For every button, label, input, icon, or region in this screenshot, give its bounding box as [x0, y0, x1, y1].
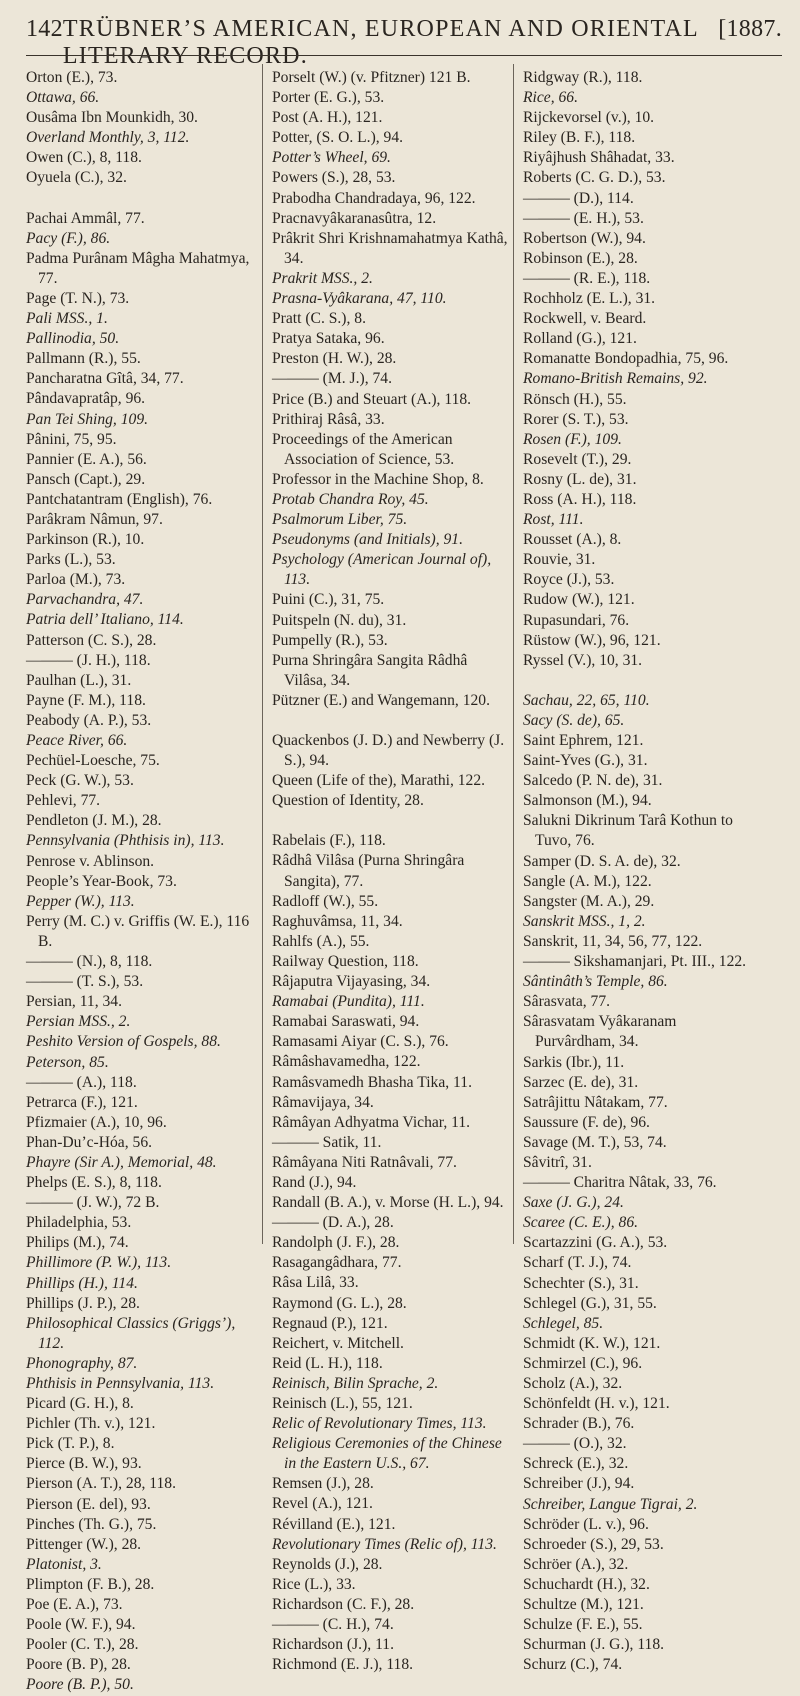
index-entry: ——— (D.), 114.: [523, 189, 634, 207]
index-entry: Puitspeln (N. du), 31.: [272, 611, 407, 629]
index-entry: Schlegel (G.), 31, 55.: [523, 1294, 657, 1312]
index-entry: Ramabai Saraswati, 94.: [272, 1013, 420, 1031]
index-entry: Prabodha Chandradaya, 96, 122.: [272, 189, 476, 207]
index-entry: Oyuela (C.), 32.: [26, 169, 127, 187]
index-entry: ——— (A.), 118.: [26, 1073, 137, 1091]
index-entry: Pierson (A. T.), 28, 118.: [26, 1475, 177, 1493]
index-entry: Rockwell, v. Beard.: [523, 310, 647, 328]
index-entry: Saint Ephrem, 121.: [523, 732, 644, 749]
index-entry: Rousset (A.), 8.: [523, 531, 622, 549]
index-entry: Randall (B. A.), v. Morse (H. L.), 94.: [272, 1194, 504, 1212]
index-entry: Rahlfs (A.), 55.: [272, 932, 370, 950]
index-entry: Révilland (E.), 121.: [272, 1515, 396, 1533]
index-entry: Schmidt (K. W.), 121.: [523, 1334, 661, 1352]
index-entry: Professor in the Machine Shop, 8.: [272, 470, 484, 488]
page-header: [26, 16, 782, 69]
index-entry: Protab Chandra Roy, 45.: [272, 490, 429, 508]
index-entry: Ramabai (Pundita), 111.: [272, 993, 425, 1011]
index-entry: Riyâjhush Shâhadat, 33.: [523, 149, 675, 167]
index-entry: Poole (W. F.), 94.: [26, 1616, 136, 1634]
index-entry: Salmonson (M.), 94.: [523, 792, 652, 810]
index-entry: Reid (L. H.), 118.: [272, 1354, 383, 1372]
index-entry: Schulze (F. E.), 55.: [523, 1616, 643, 1634]
index-entry: Robertson (W.), 94.: [523, 229, 646, 247]
index-entry: Pallinodia, 50.: [26, 330, 120, 348]
index-entry: Salukni Dikrinum Tarâ Kothun to Tuvo, 76.: [523, 812, 737, 850]
index-entry: Peck (G. W.), 53.: [26, 772, 134, 790]
index-entry: Reynolds (J.), 28.: [272, 1555, 383, 1573]
page-number: 142: [26, 16, 63, 42]
index-entry: People’s Year-Book, 73.: [26, 872, 177, 890]
index-column-2: [272, 68, 512, 1675]
index-entry: Prakrit MSS., 2.: [272, 269, 373, 287]
index-entry: Schultze (M.), 121.: [523, 1596, 644, 1614]
index-entry: Paulhan (L.), 31.: [26, 671, 132, 689]
index-entry: Robinson (E.), 28.: [523, 249, 638, 267]
index-entry: Purna Shringâra Sangita Râdhâ Vilâsa, 34.: [272, 651, 471, 689]
index-entry: Rupasundari, 76.: [523, 611, 630, 629]
section-gap: [272, 811, 508, 831]
index-entry: Schroeder (S.), 29, 53.: [523, 1535, 664, 1553]
index-entry: Preston (H. W.), 28.: [272, 350, 397, 368]
index-entry: Schröer (A.), 32.: [523, 1555, 629, 1573]
index-entry: Post (A. H.), 121.: [272, 109, 383, 127]
index-entry: Peshito Version of Gospels, 88.: [26, 1033, 221, 1051]
index-entry: ——— (E. H.), 53.: [523, 209, 644, 227]
index-entry: Schönfeldt (H. v.), 121.: [523, 1395, 670, 1413]
header-rule: [26, 55, 782, 56]
index-entry: ——— (J. W.), 72 B.: [26, 1194, 160, 1212]
index-entry: Scholz (A.), 32.: [523, 1375, 623, 1392]
section-gap: [523, 671, 759, 691]
index-entry: Philadelphia, 53.: [26, 1214, 132, 1232]
index-entry: ——— (C. H.), 74.: [272, 1616, 394, 1634]
index-entry: Reinisch (L.), 55, 121.: [272, 1395, 413, 1412]
index-entry: Râmavijaya, 34.: [272, 1093, 374, 1111]
page-title: TRÜBNER’S AMERICAN, EUROPEAN AND ORIENTAL LITERARY RECORD.: [62, 16, 698, 69]
index-entry: Pennsylvania (Phthisis in), 113.: [26, 832, 225, 850]
index-entry: Satrâjittu Nâtakam, 77.: [523, 1093, 668, 1111]
index-entry: Pepper (W.), 113.: [26, 892, 135, 910]
index-entry: Randolph (J. F.), 28.: [272, 1234, 400, 1252]
index-entry: Râmâyana Niti Ratnâvali, 77.: [272, 1153, 457, 1171]
index-entry: Riley (B. F.), 118.: [523, 129, 636, 147]
index-entry: Richardson (J.), 11.: [272, 1636, 394, 1654]
index-entry: Overland Monthly, 3, 112.: [26, 129, 190, 147]
index-entry: Pinches (Th. G.), 75.: [26, 1515, 157, 1533]
index-entry: Pumpelly (R.), 53.: [272, 631, 388, 649]
index-entry: Pansch (Capt.), 29.: [26, 470, 146, 488]
index-entry: Schurz (C.), 74.: [523, 1656, 623, 1674]
index-entry: Powers (S.), 28, 53.: [272, 169, 396, 187]
index-entry: Schreiber, Langue Tigrai, 2.: [523, 1495, 698, 1513]
index-entry: Roberts (C. G. D.), 53.: [523, 169, 666, 187]
index-entry: Pacy (F.), 86.: [26, 229, 111, 247]
index-entry: Phthisis in Pennsylvania, 113.: [26, 1375, 215, 1392]
index-entry: Pick (T. P.), 8.: [26, 1435, 115, 1453]
index-entry: Peace River, 66.: [26, 732, 128, 749]
index-column-3: [523, 68, 759, 1675]
index-entry: Porselt (W.) (v. Pfitzner) 121 B.: [272, 69, 471, 86]
index-entry: Persian, 11, 34.: [26, 993, 123, 1011]
index-entry: Royce (J.), 53.: [523, 571, 615, 589]
index-entry: Quackenbos (J. D.) and Newberry (J. S.), 94.: [272, 732, 509, 770]
column-divider: [262, 64, 263, 1244]
index-entry: Schreiber (J.), 94.: [523, 1475, 635, 1493]
index-entry: Pancharatna Gîtâ, 34, 77.: [26, 370, 184, 388]
index-entry: Phan-Du’c-Hóa, 56.: [26, 1133, 153, 1151]
page-year: [1887.: [718, 16, 782, 42]
index-entry: ——— (T. S.), 53.: [26, 973, 144, 991]
index-entry: Romano-British Remains, 92.: [523, 370, 708, 388]
index-entry: Râjaputra Vijayasing, 34.: [272, 973, 431, 991]
index-entry: Savage (M. T.), 53, 74.: [523, 1133, 667, 1151]
index-entry: Poore (B. P.), 50.: [26, 1676, 134, 1694]
index-entry: Pan Tei Shing, 109.: [26, 410, 149, 428]
index-entry: Raymond (G. L.), 28.: [272, 1294, 407, 1312]
index-entry: Pândavapratâp, 96.: [26, 390, 146, 408]
index-entry: Rijckevorsel (v.), 10.: [523, 109, 655, 127]
index-entry: Schrader (B.), 76.: [523, 1415, 635, 1433]
index-entry: Pierce (B. W.), 93.: [26, 1455, 142, 1473]
index-entry: Remsen (J.), 28.: [272, 1475, 374, 1493]
index-entry: Patria dell’ Italiano, 114.: [26, 611, 184, 629]
index-entry: Sarkis (Ibr.), 11.: [523, 1053, 625, 1071]
index-entry: Phillimore (P. W.), 113.: [26, 1254, 172, 1272]
index-entry: Râsa Lilâ, 33.: [272, 1274, 359, 1292]
index-entry: Sacy (S. de), 65.: [523, 711, 625, 729]
index-entry: Rabelais (F.), 118.: [272, 832, 386, 850]
index-entry: Rudow (W.), 121.: [523, 591, 635, 609]
index-entry: Schurman (J. G.), 118.: [523, 1636, 665, 1654]
index-entry: Pannier (E. A.), 56.: [26, 450, 147, 468]
index-entry: Schuchardt (H.), 32.: [523, 1575, 650, 1593]
index-entry: Question of Identity, 28.: [272, 792, 424, 810]
index-entry: Picard (G. H.), 8.: [26, 1395, 134, 1413]
index-entry: Scaree (C. E.), 86.: [523, 1214, 639, 1232]
index-entry: Peterson, 85.: [26, 1053, 109, 1071]
index-entry: Ottawa, 66.: [26, 89, 100, 107]
index-entry: ——— (O.), 32.: [523, 1435, 627, 1453]
index-entry: Richardson (C. F.), 28.: [272, 1595, 415, 1613]
index-entry: Sanskrit MSS., 1, 2.: [523, 912, 646, 930]
index-entry: Pichler (Th. v.), 121.: [26, 1415, 156, 1433]
index-entry: Perry (M. C.) v. Griffis (W. E.), 116 B.: [26, 912, 254, 950]
index-entry: Revel (A.), 121.: [272, 1495, 373, 1513]
index-entry: ——— (R. E.), 118.: [523, 269, 651, 287]
index-entry: Proceedings of the American Association of Science, 53.: [272, 430, 456, 468]
index-entry: Pooler (C. T.), 28.: [26, 1636, 139, 1654]
index-entry: Pfizmaier (A.), 10, 96.: [26, 1113, 167, 1131]
index-entry: Poore (B. P), 28.: [26, 1656, 131, 1674]
index-entry: Rosny (L. de), 31.: [523, 470, 637, 488]
section-gap: [272, 711, 508, 731]
index-entry: Rosevelt (T.), 29.: [523, 450, 632, 468]
index-entry: Owen (C.), 8, 118.: [26, 149, 142, 167]
index-entry: Potter’s Wheel, 69.: [272, 149, 391, 167]
index-entry: Phillips (H.), 114.: [26, 1274, 138, 1292]
column-divider: [513, 64, 514, 1244]
index-entry: Rasagangâdhara, 77.: [272, 1254, 402, 1272]
index-entry: Sarzec (E. de), 31.: [523, 1073, 639, 1091]
index-entry: Rand (J.), 94.: [272, 1173, 357, 1191]
index-entry: Rouvie, 31.: [523, 551, 596, 569]
index-entry: Parâkram Nâmun, 97.: [26, 510, 163, 528]
index-entry: Relic of Revolutionary Times, 113.: [272, 1415, 487, 1433]
index-entry: Ridgway (R.), 118.: [523, 69, 643, 86]
index-entry: Sâvitrî, 31.: [523, 1153, 592, 1171]
index-entry: ——— (D. A.), 28.: [272, 1214, 394, 1232]
index-entry: Psychology (American Journal of), 113.: [272, 551, 496, 589]
index-entry: Pratt (C. S.), 8.: [272, 310, 366, 328]
index-entry: Psalmorum Liber, 75.: [272, 511, 408, 529]
index-entry: Regnaud (P.), 121.: [272, 1314, 388, 1332]
index-entry: Page (T. N.), 73.: [26, 289, 130, 307]
index-entry: Pachai Ammâl, 77.: [26, 209, 145, 227]
index-entry: Scharf (T. J.), 74.: [523, 1254, 632, 1272]
index-entry: Schmirzel (C.), 96.: [523, 1354, 643, 1372]
index-entry: Pützner (E.) and Wangemann, 120.: [272, 691, 491, 709]
index-entry: Sârasvatam Vyâkaranam Purvârdham, 34.: [523, 1013, 681, 1051]
index-entry: Ramâsvamedh Bhasha Tika, 11.: [272, 1073, 472, 1091]
index-entry: Scartazzini (G. A.), 53.: [523, 1234, 668, 1252]
index-entry: Persian MSS., 2.: [26, 1013, 131, 1031]
index-entry: Schlegel, 85.: [523, 1314, 604, 1332]
index-entry: Porter (E. G.), 53.: [272, 89, 385, 107]
index-entry: Prâkrit Shri Krishnamahatmya Kathâ, 34.: [272, 229, 512, 267]
index-entry: Sangster (M. A.), 29.: [523, 892, 655, 910]
index-entry: Pallmann (R.), 55.: [26, 350, 141, 368]
index-entry: Philosophical Classics (Griggs’), 112.: [26, 1314, 240, 1352]
index-entry: Price (B.) and Steuart (A.), 118.: [272, 390, 472, 408]
index-entry: Pali MSS., 1.: [26, 310, 108, 328]
index-entry: Saint-Yves (G.), 31.: [523, 752, 648, 770]
index-entry: Schröder (L. v.), 96.: [523, 1515, 649, 1533]
index-entry: Penrose v. Ablinson.: [26, 852, 155, 870]
index-entry: Raghuvâmsa, 11, 34.: [272, 912, 403, 930]
index-entry: Sântinâth’s Temple, 86.: [523, 973, 668, 991]
index-entry: Rönsch (H.), 55.: [523, 390, 627, 408]
index-entry: Pantchatantram (English), 76.: [26, 490, 213, 508]
index-column-1: [26, 68, 262, 1696]
index-entry: Parloa (M.), 73.: [26, 571, 126, 589]
index-entry: Ryssel (V.), 10, 31.: [523, 651, 643, 669]
index-entry: Revolutionary Times (Relic of), 113.: [272, 1535, 497, 1553]
section-gap: [26, 189, 262, 209]
index-entry: Pechüel-Loesche, 75.: [26, 752, 160, 770]
index-entry: Râdhâ Vilâsa (Purna Shringâra Sangita), 77.: [272, 852, 469, 890]
index-entry: Prasna-Vyâkarana, 47, 110.: [272, 290, 447, 308]
index-entry: ——— (N.), 8, 118.: [26, 953, 153, 971]
index-entry: Romanatte Bondopadhia, 75, 96.: [523, 350, 729, 368]
index-entry: Ramasami Aiyar (C. S.), 76.: [272, 1033, 449, 1051]
index-entry: Padma Purânam Mâgha Mahatmya, 77.: [26, 249, 254, 287]
index-entry: Pierson (E. del), 93.: [26, 1495, 151, 1513]
index-entry: Rice (L.), 33.: [272, 1575, 356, 1593]
index-entry: Plimpton (F. B.), 28.: [26, 1575, 155, 1593]
index-entry: Sârasvata, 77.: [523, 993, 611, 1011]
index-entry: Râmâyan Adhyatma Vichar, 11.: [272, 1113, 471, 1131]
index-entry: Schreck (E.), 32.: [523, 1455, 629, 1473]
index-entry: Ross (A. H.), 118.: [523, 490, 637, 508]
index-entry: Pracnavyâkaranasûtra, 12.: [272, 209, 437, 227]
index-entry: Puini (C.), 31, 75.: [272, 591, 385, 609]
index-entry: Rost, 111.: [523, 511, 584, 529]
index-entry: ——— Sikshamanjari, Pt. III., 122.: [523, 953, 747, 971]
index-entry: Pendleton (J. M.), 28.: [26, 812, 162, 830]
index-entry: Parvachandra, 47.: [26, 591, 144, 609]
index-entry: Reinisch, Bilin Sprache, 2.: [272, 1374, 439, 1392]
index-entry: Religious Ceremonies of the Chinese in the Eastern U.S., 67.: [272, 1435, 506, 1473]
index-entry: Railway Question, 118.: [272, 952, 419, 970]
index-entry: Radloff (W.), 55.: [272, 892, 379, 910]
index-entry: Pittenger (W.), 28.: [26, 1535, 142, 1553]
index-entry: ——— Satik, 11.: [272, 1133, 382, 1151]
index-entry: Schechter (S.), 31.: [523, 1274, 639, 1292]
index-entry: Saussure (F. de), 96.: [523, 1113, 650, 1131]
index-entry: Rüstow (W.), 96, 121.: [523, 631, 661, 649]
index-entry: Peabody (A. P.), 53.: [26, 711, 152, 729]
index-entry: Rorer (S. T.), 53.: [523, 410, 629, 428]
index-entry: Phayre (Sir A.), Memorial, 48.: [26, 1153, 217, 1171]
index-entry: Poe (E. A.), 73.: [26, 1596, 123, 1614]
index-entry: Phillips (J. P.), 28.: [26, 1294, 140, 1312]
index-entry: Richmond (E. J.), 118.: [272, 1656, 414, 1674]
index-entry: Philips (M.), 74.: [26, 1234, 129, 1252]
index-entry: Parkinson (R.), 10.: [26, 531, 145, 549]
index-entry: Potter, (S. O. L.), 94.: [272, 129, 404, 147]
index-entry: Sangle (A. M.), 122.: [523, 872, 652, 890]
index-entry: Reichert, v. Mitchell.: [272, 1334, 404, 1352]
index-entry: Râmâshavamedha, 122.: [272, 1053, 421, 1071]
index-entry: Phonography, 87.: [26, 1354, 138, 1372]
index-entry: Orton (E.), 73.: [26, 69, 118, 86]
index-entry: ——— (M. J.), 74.: [272, 370, 392, 388]
index-entry: Patterson (C. S.), 28.: [26, 631, 157, 649]
index-entry: Queen (Life of the), Marathi, 122.: [272, 772, 486, 790]
index-entry: Saxe (J. G.), 24.: [523, 1194, 624, 1212]
index-entry: Sachau, 22, 65, 110.: [523, 691, 650, 709]
index-entry: Rochholz (E. L.), 31.: [523, 290, 656, 308]
index-entry: Ousâma Ibn Mounkidh, 30.: [26, 109, 198, 127]
index-entry: Pehlevi, 77.: [26, 792, 101, 810]
index-entry: Payne (F. M.), 118.: [26, 691, 146, 709]
index-entry: Pânini, 75, 95.: [26, 430, 117, 448]
index-entry: Rosen (F.), 109.: [523, 430, 622, 448]
index-entry: Pseudonyms (and Initials), 91.: [272, 531, 464, 549]
index-entry: ——— Charitra Nâtak, 33, 76.: [523, 1174, 717, 1192]
index-entry: Prithiraj Râsâ, 33.: [272, 410, 385, 428]
index-entry: Pratya Sataka, 96.: [272, 330, 385, 348]
index-entry: Salcedo (P. N. de), 31.: [523, 772, 663, 790]
index-entry: ——— (J. H.), 118.: [26, 651, 151, 669]
index-entry: Sanskrit, 11, 34, 56, 77, 122.: [523, 932, 703, 950]
index-entry: Phelps (E. S.), 8, 118.: [26, 1174, 162, 1192]
index-entry: Rolland (G.), 121.: [523, 330, 637, 348]
index-entry: Rice, 66.: [523, 89, 578, 107]
index-entry: Parks (L.), 53.: [26, 551, 116, 569]
index-entry: Samper (D. S. A. de), 32.: [523, 852, 681, 870]
index-entry: Petrarca (F.), 121.: [26, 1093, 138, 1111]
index-entry: Platonist, 3.: [26, 1555, 102, 1573]
